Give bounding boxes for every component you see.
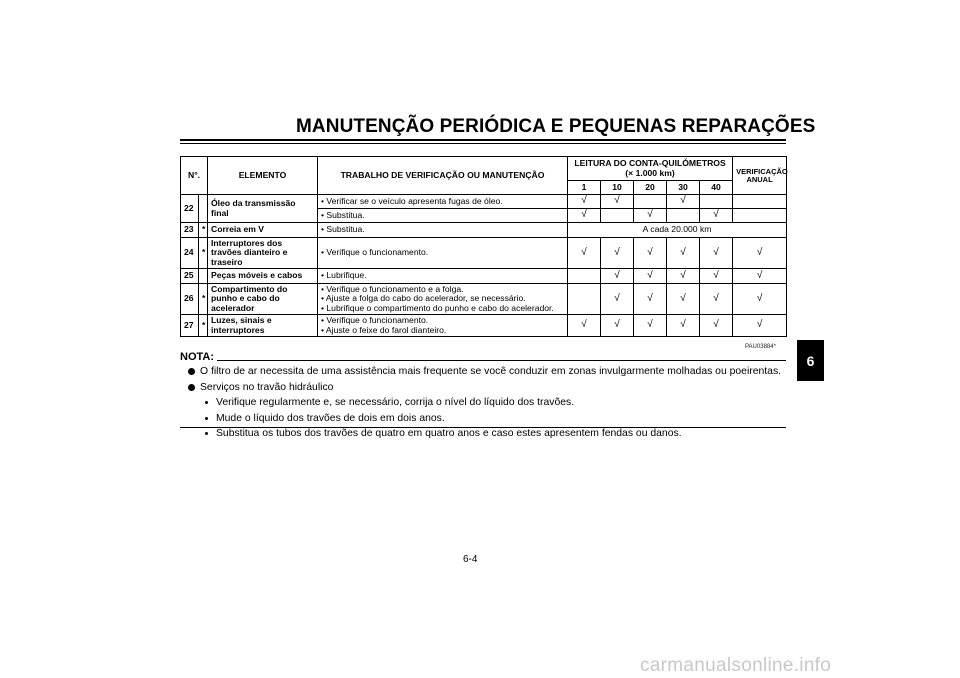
check-cell: √ — [601, 315, 634, 337]
row-element: Peças móveis e cabos — [208, 269, 318, 284]
row-element: Correia em V — [208, 223, 318, 238]
sub-bullet-icon — [205, 417, 208, 420]
note-sub-item-text: Substitua os tubos dos travões de quatro em quatro anos e caso estes apresentem fendas ou danos. — [216, 428, 682, 439]
row-element: Luzes, sinais e interruptores — [208, 315, 318, 337]
row-work — [318, 315, 568, 337]
check-cell: √ — [667, 269, 700, 284]
check-cell: √ — [700, 209, 733, 223]
check-cell: √ — [568, 315, 601, 337]
interval-text: A cada 20.000 km — [568, 223, 787, 238]
note-label: NOTA: — [180, 351, 215, 363]
sub-bullet-icon — [205, 401, 208, 404]
header-km-1: 1 — [568, 181, 601, 195]
header-element: ELEMENTO — [208, 157, 318, 195]
check-cell: √ — [601, 269, 634, 284]
check-cell: √ — [634, 315, 667, 337]
note-item-text: O filtro de ar necessita de uma assistência mais frequente se você conduzir em zonas invulgarmente molhadas ou poeirentas. — [200, 366, 782, 377]
row-number: 26 — [181, 284, 199, 315]
row-number: 22 — [181, 195, 199, 223]
table-row — [181, 223, 787, 238]
header-odometer-line2: (× 1.000 km) — [625, 167, 675, 178]
check-cell: √ — [634, 284, 667, 315]
check-cell: √ — [733, 269, 787, 284]
check-cell — [667, 209, 700, 223]
page-title: MANUTENÇÃO PERIÓDICA E PEQUENAS REPARAÇÕES — [296, 116, 816, 137]
check-cell: √ — [667, 238, 700, 269]
check-cell: √ — [700, 284, 733, 315]
check-cell: √ — [568, 195, 601, 209]
watermark[interactable]: carmanualsonline.info — [640, 655, 832, 676]
header-km-10: 10 — [601, 181, 634, 195]
note-rule-bottom — [180, 427, 786, 428]
row-star: * — [199, 223, 208, 238]
row-element: Interruptores dos travões dianteiro e traseiro — [208, 238, 318, 269]
header-km-20: 20 — [634, 181, 667, 195]
row-work — [318, 284, 568, 315]
row-number: 24 — [181, 238, 199, 269]
check-cell: √ — [634, 238, 667, 269]
note-item-text: Serviços no travão hidráulico — [200, 381, 334, 393]
bullet-icon — [188, 384, 195, 391]
check-cell: √ — [601, 238, 634, 269]
check-cell — [700, 195, 733, 209]
check-cell: √ — [700, 269, 733, 284]
row-work: • Substitua. — [318, 223, 568, 238]
check-cell: √ — [733, 284, 787, 315]
check-cell: √ — [568, 209, 601, 223]
check-cell: √ — [733, 315, 787, 337]
table-row — [181, 195, 787, 209]
check-cell: √ — [601, 195, 634, 209]
check-cell: √ — [733, 238, 787, 269]
check-cell: √ — [700, 238, 733, 269]
row-star — [199, 195, 208, 223]
check-cell — [634, 195, 667, 209]
check-cell — [601, 209, 634, 223]
title-rule — [180, 139, 786, 141]
table-row — [181, 284, 787, 315]
note-item — [186, 364, 786, 380]
work-line: • Ajuste o feixe do farol dianteiro. — [321, 324, 447, 335]
row-number: 23 — [181, 223, 199, 238]
note-item — [186, 380, 786, 396]
note-rule — [217, 360, 786, 361]
work-line: • Verifique o funcionamento e a folga. — [321, 284, 464, 295]
reference-code: PAU03884* — [745, 344, 776, 350]
note-sub-item — [186, 411, 786, 427]
check-cell: √ — [667, 195, 700, 209]
check-cell: √ — [601, 284, 634, 315]
bullet-icon — [188, 368, 195, 375]
note-sub-item-text: Verifique regularmente e, se necessário, corrija o nível do líquido dos travões. — [216, 397, 575, 408]
check-cell: √ — [568, 238, 601, 269]
chapter-tab[interactable]: 6 — [797, 340, 824, 381]
row-star: * — [199, 284, 208, 315]
table-row — [181, 269, 787, 284]
note-body — [186, 364, 786, 442]
page-number: 6-4 — [463, 554, 478, 565]
header-work: TRABALHO DE VERIFICAÇÃO OU MANUTENÇÃO — [318, 157, 568, 195]
row-work: • Substitua. — [318, 209, 568, 223]
check-cell — [568, 284, 601, 315]
row-work: • Lubrifique. — [318, 269, 568, 284]
row-number: 27 — [181, 315, 199, 337]
work-line: • Lubrifique o compartimento do punho e cabo do acelerador. — [321, 302, 554, 313]
check-cell: √ — [667, 284, 700, 315]
row-work: • Verifique o funcionamento. — [318, 238, 568, 269]
note-sub-item-text: Mude o líquido dos travões de dois em dois anos. — [216, 412, 445, 424]
check-cell: √ — [634, 209, 667, 223]
row-star — [199, 269, 208, 284]
row-work: • Verificar se o veículo apresenta fugas de óleo. — [318, 195, 568, 209]
row-element: Óleo da transmissão final — [208, 195, 318, 223]
header-odometer-line1: LEITURA DO CONTA-QUILÓMETROS — [574, 158, 726, 169]
header-number: N°. — [181, 157, 208, 195]
note-sub-item — [186, 426, 786, 442]
row-star: * — [199, 315, 208, 337]
check-cell — [733, 195, 787, 209]
header-km-30: 30 — [667, 181, 700, 195]
check-cell — [733, 209, 787, 223]
check-cell — [568, 269, 601, 284]
header-km-40: 40 — [700, 181, 733, 195]
check-cell: √ — [667, 315, 700, 337]
sub-bullet-icon — [205, 432, 208, 435]
title-rule-thin — [180, 143, 786, 144]
maintenance-table — [180, 156, 787, 337]
row-star: * — [199, 238, 208, 269]
table-row — [181, 238, 787, 269]
header-annual-check: VERIFICAÇÃO ANUAL — [733, 157, 787, 195]
work-line: • Verifique o funcionamento. — [321, 315, 429, 326]
row-element: Compartimento do punho e cabo do acelerador — [208, 284, 318, 315]
table-row — [181, 315, 787, 337]
header-odometer — [568, 157, 733, 181]
row-number: 25 — [181, 269, 199, 284]
check-cell: √ — [634, 269, 667, 284]
check-cell: √ — [700, 315, 733, 337]
work-line: • Ajuste a folga do cabo do acelerador, se necessário. — [321, 293, 526, 304]
note-sub-item — [186, 395, 786, 411]
